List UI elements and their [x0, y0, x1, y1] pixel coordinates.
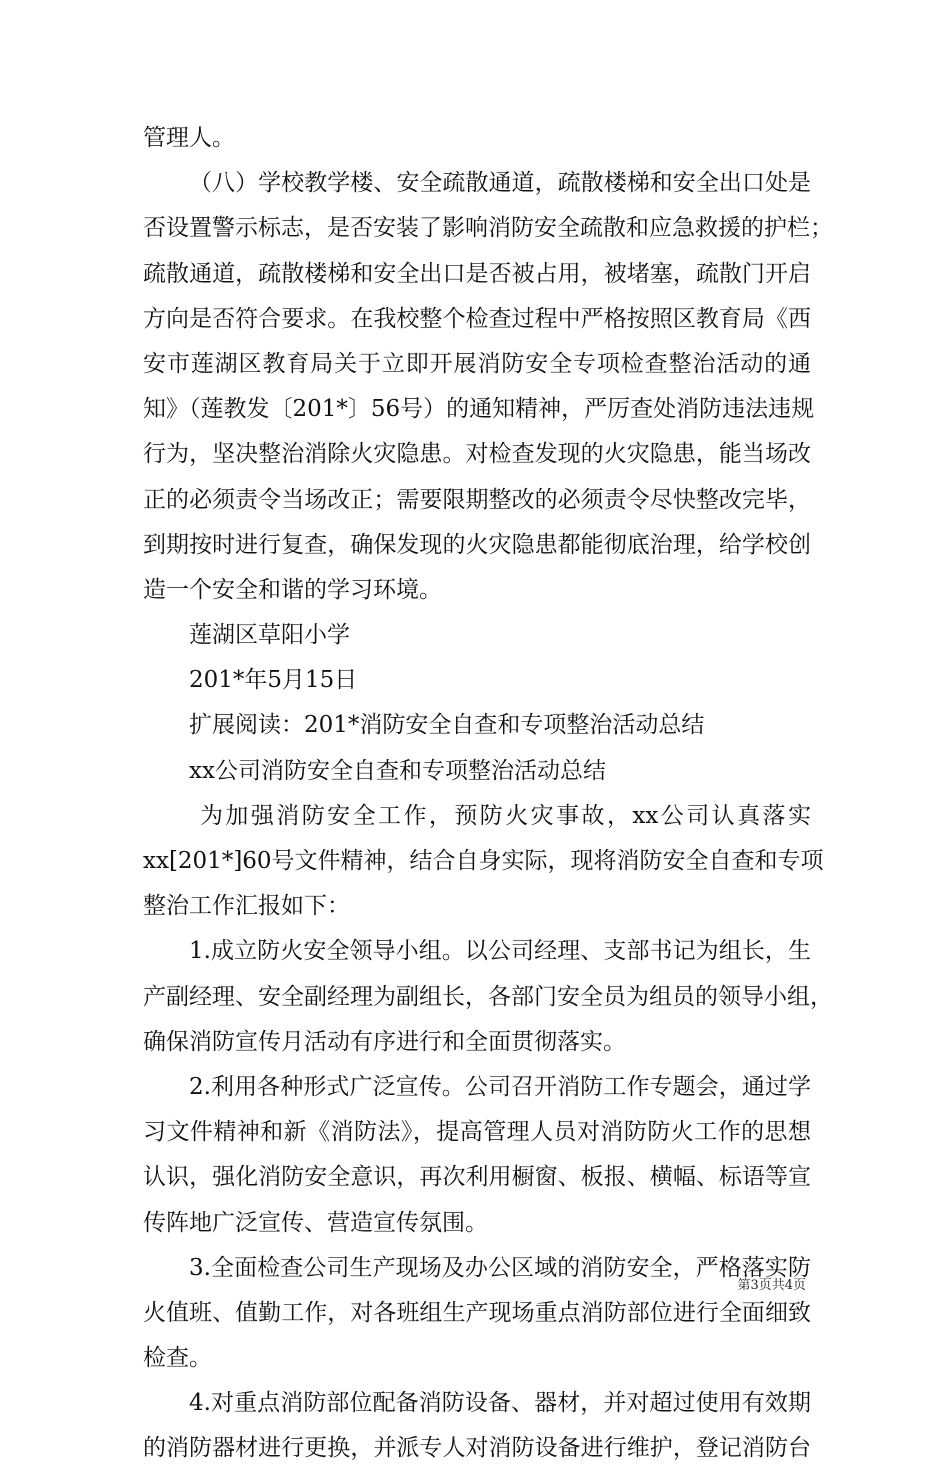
text-line: xx[201*]60号文件精神，结合自身实际，现将消防安全自查和专项 [143, 848, 824, 874]
signature-org: 莲湖区草阳小学 [189, 622, 350, 649]
text-line: 认识，强化消防安全意识，再次利用橱窗、板报、横幅、标语等宣 [143, 1164, 811, 1191]
text-line: 方向是否符合要求。在我校整个检查过程中严格按照区教育局《西 [143, 305, 811, 332]
text-line: 的消防器材进行更换，并派专人对消防设备进行维护，登记消防台 [143, 1435, 811, 1462]
list-item: 1.成立防火安全领导小组。以公司经理、支部书记为组长，生 [189, 938, 811, 965]
list-item: 4.对重点消防部位配备消防设备、器材，并对超过使用有效期 [189, 1390, 811, 1417]
text-line: 火值班、值勤工作，对各班组生产现场重点消防部位进行全面细致 [143, 1299, 811, 1326]
text-line: 安市莲湖区教育局关于立即开展消防安全专项检查整治活动的通 [143, 350, 811, 377]
text-line: 习文件精神和新《消防法》，提高管理人员对消防防火工作的思想 [143, 1119, 811, 1146]
page-number: 第3页共4页 [737, 1278, 806, 1293]
document-body [143, 116, 833, 1472]
text-line: 疏散通道，疏散楼梯和安全出口是否被占用，被堵塞，疏散门开启 [143, 260, 811, 287]
text-line: 为加强消防安全工作，预防火灾事故，xx公司认真落实 [200, 802, 811, 829]
text-line: 确保消防宣传月活动有序进行和全面贯彻落实。 [143, 1028, 626, 1055]
text-line: 否设置警示标志，是否安装了影响消防安全疏散和应急救援的护栏； [143, 215, 833, 242]
text-line: 产副经理、安全副经理为副组长，各部门安全员为组员的领导小组， [143, 983, 833, 1010]
text-line: 知》（莲教发〔201*〕56号）的通知精神，严厉查处消防违法违规 [143, 396, 815, 423]
text-line: 传阵地广泛宣传、营造宣传氛围。 [143, 1209, 488, 1236]
list-item: 3.全面检查公司生产现场及办公区域的消防安全，严格落实防 [189, 1254, 811, 1281]
signature-date: 201*年5月15日 [189, 667, 358, 694]
text-line: （八）学校教学楼、安全疏散通道，疏散楼梯和安全出口处是 [189, 170, 811, 197]
text-line: 造一个安全和谐的学习环境。 [143, 576, 442, 603]
text-line: 管理人。 [143, 125, 235, 151]
text-line: 行为，坚决整治消除火灾隐患。对检查发现的火灾隐患，能当场改 [143, 441, 811, 468]
section-title: xx公司消防安全自查和专项整治活动总结 [189, 757, 606, 784]
text-line: 检查。 [143, 1345, 212, 1372]
list-item: 2.利用各种形式广泛宣传。公司召开消防工作专题会，通过学 [189, 1073, 811, 1100]
text-line: 正的必须责令当场改正；需要限期整改的必须责令尽快整改完毕， [143, 486, 811, 513]
text-line: 整治工作汇报如下： [143, 893, 350, 920]
extended-reading-heading: 扩展阅读：201*消防安全自查和专项整治活动总结 [189, 712, 705, 739]
text-line: 到期按时进行复查，确保发现的火灾隐患都能彻底治理，给学校创 [143, 531, 811, 558]
